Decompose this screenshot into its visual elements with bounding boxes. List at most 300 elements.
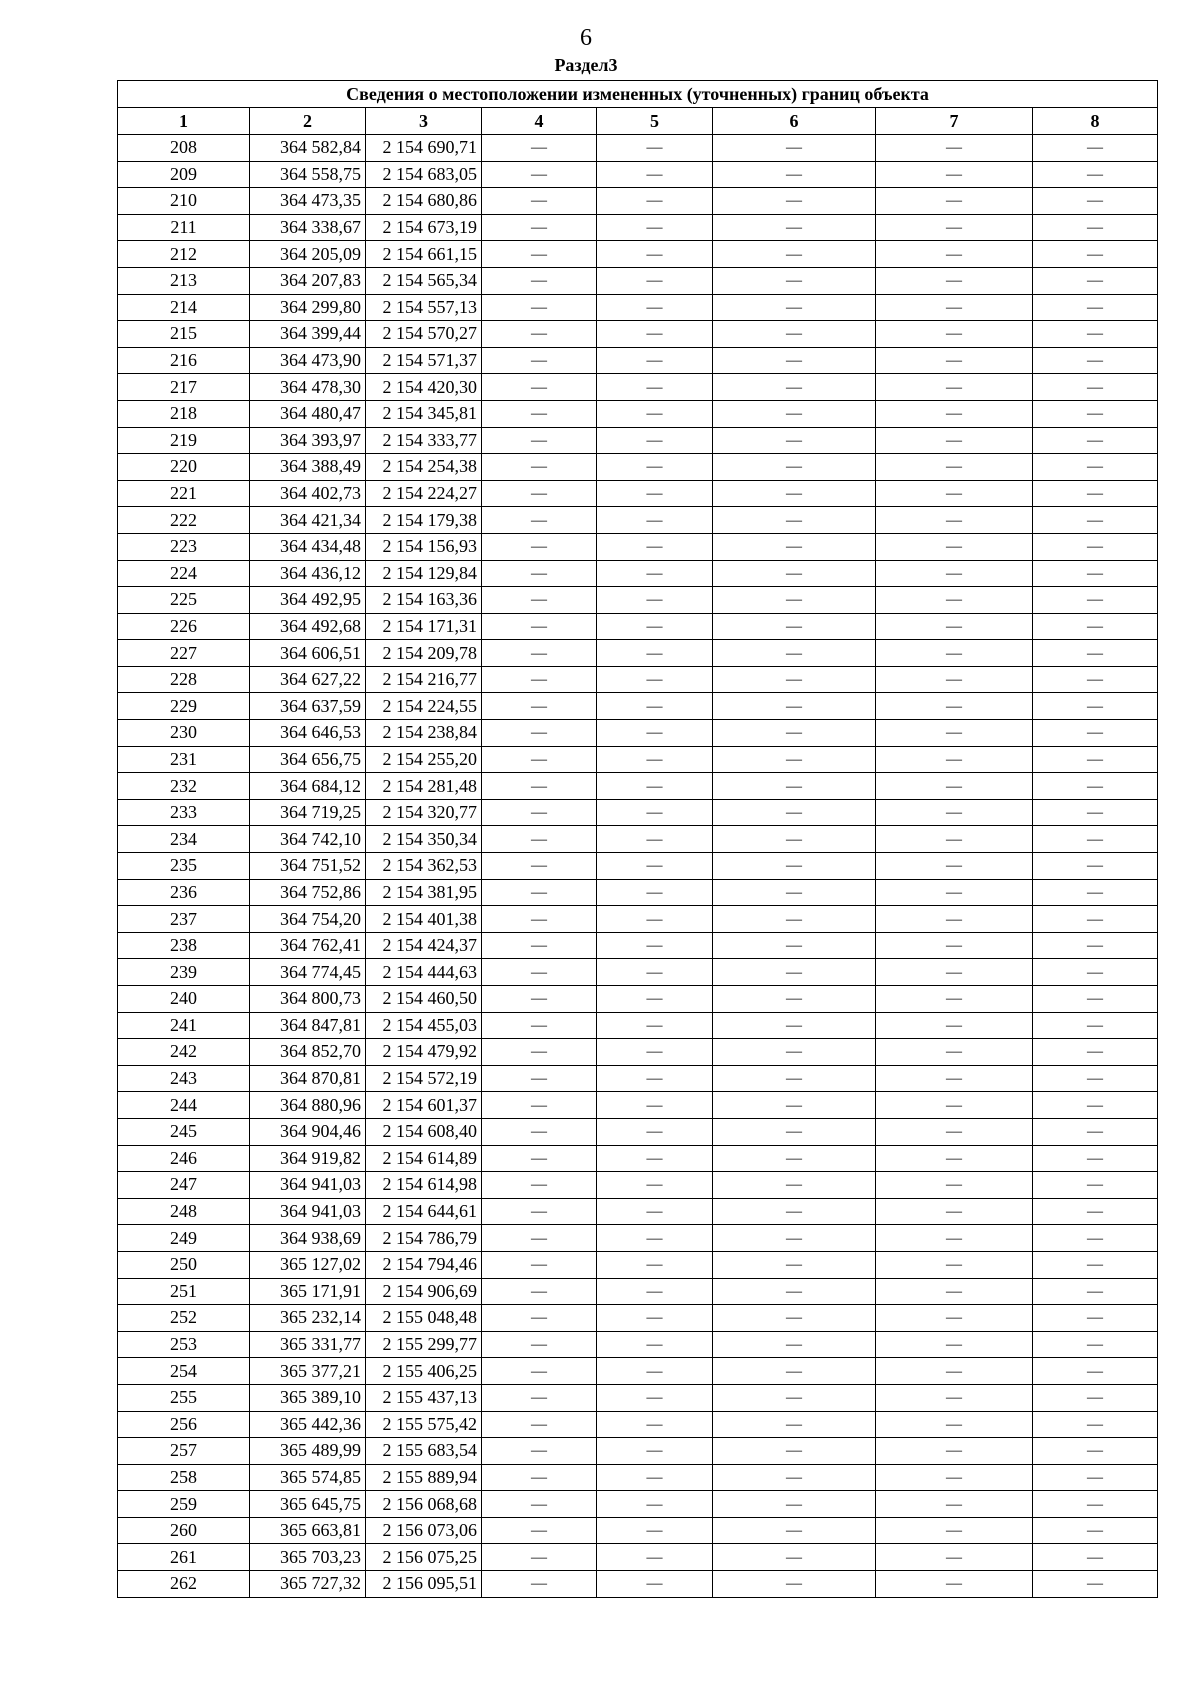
empty-mark-cell: — xyxy=(597,347,713,374)
y-coordinate-cell: 2 154 680,86 xyxy=(366,188,482,215)
x-coordinate-cell: 365 171,91 xyxy=(250,1278,366,1305)
empty-mark-cell: — xyxy=(597,1571,713,1598)
empty-mark-cell: — xyxy=(482,1012,597,1039)
empty-mark-cell: — xyxy=(1033,135,1158,162)
empty-mark-cell: — xyxy=(482,1411,597,1438)
y-coordinate-cell: 2 154 557,13 xyxy=(366,294,482,321)
x-coordinate-cell: 365 489,99 xyxy=(250,1438,366,1465)
x-coordinate-cell: 365 442,36 xyxy=(250,1411,366,1438)
empty-mark-cell: — xyxy=(482,666,597,693)
empty-mark-cell: — xyxy=(482,826,597,853)
empty-mark-cell: — xyxy=(713,1571,876,1598)
empty-mark-cell: — xyxy=(713,1491,876,1518)
empty-mark-cell: — xyxy=(713,1438,876,1465)
empty-mark-cell: — xyxy=(482,1251,597,1278)
empty-mark-cell: — xyxy=(876,480,1033,507)
y-coordinate-cell: 2 156 095,51 xyxy=(366,1571,482,1598)
x-coordinate-cell: 364 480,47 xyxy=(250,400,366,427)
table-row xyxy=(118,1251,1158,1278)
table-row xyxy=(118,1438,1158,1465)
empty-mark-cell: — xyxy=(713,587,876,614)
empty-mark-cell: — xyxy=(597,1305,713,1332)
empty-mark-cell: — xyxy=(876,1198,1033,1225)
empty-mark-cell: — xyxy=(713,267,876,294)
point-number-cell: 222 xyxy=(118,507,250,534)
empty-mark-cell: — xyxy=(713,533,876,560)
empty-mark-cell: — xyxy=(876,773,1033,800)
empty-mark-cell: — xyxy=(876,1464,1033,1491)
empty-mark-cell: — xyxy=(713,1278,876,1305)
empty-mark-cell: — xyxy=(597,932,713,959)
empty-mark-cell: — xyxy=(1033,587,1158,614)
x-coordinate-cell: 364 434,48 xyxy=(250,533,366,560)
empty-mark-cell: — xyxy=(597,241,713,268)
empty-mark-cell: — xyxy=(482,799,597,826)
empty-mark-cell: — xyxy=(713,400,876,427)
empty-mark-cell: — xyxy=(597,587,713,614)
y-coordinate-cell: 2 154 444,63 xyxy=(366,959,482,986)
empty-mark-cell: — xyxy=(597,161,713,188)
table-row xyxy=(118,1544,1158,1571)
boundary-coordinates-table xyxy=(117,80,1158,1598)
point-number-cell: 225 xyxy=(118,587,250,614)
x-coordinate-cell: 364 205,09 xyxy=(250,241,366,268)
table-row xyxy=(118,507,1158,534)
y-coordinate-cell: 2 154 571,37 xyxy=(366,347,482,374)
empty-mark-cell: — xyxy=(482,932,597,959)
y-coordinate-cell: 2 155 683,54 xyxy=(366,1438,482,1465)
point-number-cell: 211 xyxy=(118,214,250,241)
empty-mark-cell: — xyxy=(876,693,1033,720)
empty-mark-cell: — xyxy=(482,773,597,800)
empty-mark-cell: — xyxy=(597,826,713,853)
empty-mark-cell: — xyxy=(1033,640,1158,667)
empty-mark-cell: — xyxy=(482,746,597,773)
y-coordinate-cell: 2 154 209,78 xyxy=(366,640,482,667)
point-number-cell: 218 xyxy=(118,400,250,427)
point-number-cell: 219 xyxy=(118,427,250,454)
table-row xyxy=(118,1464,1158,1491)
empty-mark-cell: — xyxy=(713,959,876,986)
empty-mark-cell: — xyxy=(876,188,1033,215)
empty-mark-cell: — xyxy=(482,1305,597,1332)
empty-mark-cell: — xyxy=(713,1198,876,1225)
table-row xyxy=(118,1198,1158,1225)
point-number-cell: 228 xyxy=(118,666,250,693)
table-row xyxy=(118,135,1158,162)
empty-mark-cell: — xyxy=(876,1118,1033,1145)
y-coordinate-cell: 2 156 073,06 xyxy=(366,1517,482,1544)
empty-mark-cell: — xyxy=(597,533,713,560)
point-number-cell: 213 xyxy=(118,267,250,294)
empty-mark-cell: — xyxy=(876,267,1033,294)
column-number: 4 xyxy=(482,108,597,135)
empty-mark-cell: — xyxy=(713,906,876,933)
empty-mark-cell: — xyxy=(876,587,1033,614)
x-coordinate-cell: 364 393,97 xyxy=(250,427,366,454)
y-coordinate-cell: 2 154 238,84 xyxy=(366,720,482,747)
y-coordinate-cell: 2 154 455,03 xyxy=(366,1012,482,1039)
empty-mark-cell: — xyxy=(876,1172,1033,1199)
table-row xyxy=(118,720,1158,747)
x-coordinate-cell: 364 880,96 xyxy=(250,1092,366,1119)
empty-mark-cell: — xyxy=(597,1491,713,1518)
column-number: 8 xyxy=(1033,108,1158,135)
x-coordinate-cell: 364 847,81 xyxy=(250,1012,366,1039)
table-row xyxy=(118,879,1158,906)
empty-mark-cell: — xyxy=(876,560,1033,587)
empty-mark-cell: — xyxy=(1033,746,1158,773)
table-row xyxy=(118,587,1158,614)
table-row xyxy=(118,1491,1158,1518)
empty-mark-cell: — xyxy=(713,135,876,162)
point-number-cell: 255 xyxy=(118,1384,250,1411)
empty-mark-cell: — xyxy=(713,799,876,826)
y-coordinate-cell: 2 154 381,95 xyxy=(366,879,482,906)
y-coordinate-cell: 2 154 661,15 xyxy=(366,241,482,268)
empty-mark-cell: — xyxy=(1033,1118,1158,1145)
x-coordinate-cell: 364 941,03 xyxy=(250,1172,366,1199)
empty-mark-cell: — xyxy=(597,1012,713,1039)
empty-mark-cell: — xyxy=(713,161,876,188)
empty-mark-cell: — xyxy=(1033,1331,1158,1358)
empty-mark-cell: — xyxy=(876,347,1033,374)
empty-mark-cell: — xyxy=(713,666,876,693)
y-coordinate-cell: 2 154 345,81 xyxy=(366,400,482,427)
table-row xyxy=(118,480,1158,507)
empty-mark-cell: — xyxy=(597,720,713,747)
table-row xyxy=(118,826,1158,853)
point-number-cell: 256 xyxy=(118,1411,250,1438)
y-coordinate-cell: 2 154 906,69 xyxy=(366,1278,482,1305)
y-coordinate-cell: 2 154 601,37 xyxy=(366,1092,482,1119)
point-number-cell: 216 xyxy=(118,347,250,374)
empty-mark-cell: — xyxy=(1033,1172,1158,1199)
table-row xyxy=(118,613,1158,640)
x-coordinate-cell: 365 377,21 xyxy=(250,1358,366,1385)
x-coordinate-cell: 364 388,49 xyxy=(250,454,366,481)
point-number-cell: 217 xyxy=(118,374,250,401)
table-row xyxy=(118,1305,1158,1332)
empty-mark-cell: — xyxy=(876,533,1033,560)
y-coordinate-cell: 2 154 401,38 xyxy=(366,906,482,933)
point-number-cell: 243 xyxy=(118,1065,250,1092)
x-coordinate-cell: 364 684,12 xyxy=(250,773,366,800)
table-row xyxy=(118,1118,1158,1145)
empty-mark-cell: — xyxy=(876,746,1033,773)
empty-mark-cell: — xyxy=(713,188,876,215)
column-number: 6 xyxy=(713,108,876,135)
point-number-cell: 250 xyxy=(118,1251,250,1278)
y-coordinate-cell: 2 156 068,68 xyxy=(366,1491,482,1518)
empty-mark-cell: — xyxy=(876,374,1033,401)
empty-mark-cell: — xyxy=(1033,693,1158,720)
empty-mark-cell: — xyxy=(597,906,713,933)
y-coordinate-cell: 2 154 565,34 xyxy=(366,267,482,294)
y-coordinate-cell: 2 154 216,77 xyxy=(366,666,482,693)
empty-mark-cell: — xyxy=(597,294,713,321)
empty-mark-cell: — xyxy=(1033,1517,1158,1544)
empty-mark-cell: — xyxy=(482,613,597,640)
empty-mark-cell: — xyxy=(876,1571,1033,1598)
x-coordinate-cell: 364 852,70 xyxy=(250,1039,366,1066)
x-coordinate-cell: 364 637,59 xyxy=(250,693,366,720)
table-row xyxy=(118,1012,1158,1039)
empty-mark-cell: — xyxy=(482,533,597,560)
empty-mark-cell: — xyxy=(1033,214,1158,241)
x-coordinate-cell: 364 558,75 xyxy=(250,161,366,188)
empty-mark-cell: — xyxy=(482,1358,597,1385)
y-coordinate-cell: 2 154 614,89 xyxy=(366,1145,482,1172)
empty-mark-cell: — xyxy=(1033,1571,1158,1598)
y-coordinate-cell: 2 154 281,48 xyxy=(366,773,482,800)
empty-mark-cell: — xyxy=(597,214,713,241)
empty-mark-cell: — xyxy=(713,321,876,348)
empty-mark-cell: — xyxy=(597,613,713,640)
x-coordinate-cell: 364 941,03 xyxy=(250,1198,366,1225)
point-number-cell: 261 xyxy=(118,1544,250,1571)
y-coordinate-cell: 2 154 350,34 xyxy=(366,826,482,853)
point-number-cell: 241 xyxy=(118,1012,250,1039)
empty-mark-cell: — xyxy=(597,1172,713,1199)
empty-mark-cell: — xyxy=(482,720,597,747)
x-coordinate-cell: 364 421,34 xyxy=(250,507,366,534)
empty-mark-cell: — xyxy=(1033,1065,1158,1092)
column-number: 1 xyxy=(118,108,250,135)
empty-mark-cell: — xyxy=(597,560,713,587)
point-number-cell: 240 xyxy=(118,986,250,1013)
empty-mark-cell: — xyxy=(482,1172,597,1199)
empty-mark-cell: — xyxy=(876,1278,1033,1305)
x-coordinate-cell: 364 870,81 xyxy=(250,1065,366,1092)
empty-mark-cell: — xyxy=(713,427,876,454)
empty-mark-cell: — xyxy=(1033,427,1158,454)
empty-mark-cell: — xyxy=(482,1039,597,1066)
empty-mark-cell: — xyxy=(713,1517,876,1544)
empty-mark-cell: — xyxy=(876,640,1033,667)
empty-mark-cell: — xyxy=(713,507,876,534)
empty-mark-cell: — xyxy=(482,587,597,614)
x-coordinate-cell: 364 646,53 xyxy=(250,720,366,747)
empty-mark-cell: — xyxy=(713,1145,876,1172)
empty-mark-cell: — xyxy=(1033,1544,1158,1571)
y-coordinate-cell: 2 154 420,30 xyxy=(366,374,482,401)
empty-mark-cell: — xyxy=(482,400,597,427)
table-row xyxy=(118,1358,1158,1385)
empty-mark-cell: — xyxy=(482,321,597,348)
y-coordinate-cell: 2 154 129,84 xyxy=(366,560,482,587)
table-row xyxy=(118,1517,1158,1544)
empty-mark-cell: — xyxy=(482,1517,597,1544)
x-coordinate-cell: 365 389,10 xyxy=(250,1384,366,1411)
y-coordinate-cell: 2 154 424,37 xyxy=(366,932,482,959)
section-title: Раздел3 xyxy=(554,55,618,75)
empty-mark-cell: — xyxy=(1033,347,1158,374)
point-number-cell: 258 xyxy=(118,1464,250,1491)
point-number-cell: 237 xyxy=(118,906,250,933)
empty-mark-cell: — xyxy=(482,879,597,906)
empty-mark-cell: — xyxy=(876,1251,1033,1278)
empty-mark-cell: — xyxy=(1033,321,1158,348)
empty-mark-cell: — xyxy=(482,1438,597,1465)
x-coordinate-cell: 364 492,95 xyxy=(250,587,366,614)
empty-mark-cell: — xyxy=(482,374,597,401)
empty-mark-cell: — xyxy=(597,1278,713,1305)
empty-mark-cell: — xyxy=(1033,853,1158,880)
empty-mark-cell: — xyxy=(1033,241,1158,268)
empty-mark-cell: — xyxy=(713,214,876,241)
empty-mark-cell: — xyxy=(482,693,597,720)
empty-mark-cell: — xyxy=(482,161,597,188)
y-coordinate-cell: 2 154 608,40 xyxy=(366,1118,482,1145)
point-number-cell: 212 xyxy=(118,241,250,268)
point-number-cell: 252 xyxy=(118,1305,250,1332)
x-coordinate-cell: 364 938,69 xyxy=(250,1225,366,1252)
empty-mark-cell: — xyxy=(1033,374,1158,401)
y-coordinate-cell: 2 155 048,48 xyxy=(366,1305,482,1332)
table-row xyxy=(118,1384,1158,1411)
empty-mark-cell: — xyxy=(482,1544,597,1571)
empty-mark-cell: — xyxy=(876,932,1033,959)
empty-mark-cell: — xyxy=(876,135,1033,162)
table-row xyxy=(118,1278,1158,1305)
empty-mark-cell: — xyxy=(713,1251,876,1278)
empty-mark-cell: — xyxy=(1033,932,1158,959)
x-coordinate-cell: 364 762,41 xyxy=(250,932,366,959)
empty-mark-cell: — xyxy=(597,1251,713,1278)
x-coordinate-cell: 365 574,85 xyxy=(250,1464,366,1491)
point-number-cell: 257 xyxy=(118,1438,250,1465)
point-number-cell: 245 xyxy=(118,1118,250,1145)
x-coordinate-cell: 364 582,84 xyxy=(250,135,366,162)
empty-mark-cell: — xyxy=(1033,959,1158,986)
table-row xyxy=(118,1331,1158,1358)
empty-mark-cell: — xyxy=(597,799,713,826)
point-number-cell: 234 xyxy=(118,826,250,853)
empty-mark-cell: — xyxy=(1033,1039,1158,1066)
empty-mark-cell: — xyxy=(876,906,1033,933)
empty-mark-cell: — xyxy=(597,1118,713,1145)
point-number-cell: 239 xyxy=(118,959,250,986)
empty-mark-cell: — xyxy=(482,1331,597,1358)
y-coordinate-cell: 2 154 572,19 xyxy=(366,1065,482,1092)
y-coordinate-cell: 2 154 570,27 xyxy=(366,321,482,348)
empty-mark-cell: — xyxy=(876,826,1033,853)
empty-mark-cell: — xyxy=(1033,1411,1158,1438)
point-number-cell: 253 xyxy=(118,1331,250,1358)
empty-mark-cell: — xyxy=(713,932,876,959)
point-number-cell: 262 xyxy=(118,1571,250,1598)
empty-mark-cell: — xyxy=(713,560,876,587)
empty-mark-cell: — xyxy=(876,454,1033,481)
table-row xyxy=(118,1092,1158,1119)
empty-mark-cell: — xyxy=(1033,1145,1158,1172)
empty-mark-cell: — xyxy=(876,161,1033,188)
x-coordinate-cell: 365 645,75 xyxy=(250,1491,366,1518)
empty-mark-cell: — xyxy=(597,666,713,693)
empty-mark-cell: — xyxy=(876,321,1033,348)
point-number-cell: 251 xyxy=(118,1278,250,1305)
table-row xyxy=(118,1411,1158,1438)
empty-mark-cell: — xyxy=(482,294,597,321)
y-coordinate-cell: 2 154 179,38 xyxy=(366,507,482,534)
empty-mark-cell: — xyxy=(482,507,597,534)
x-coordinate-cell: 364 742,10 xyxy=(250,826,366,853)
empty-mark-cell: — xyxy=(876,1305,1033,1332)
table-row xyxy=(118,1039,1158,1066)
x-coordinate-cell: 364 656,75 xyxy=(250,746,366,773)
table-row xyxy=(118,1571,1158,1598)
y-coordinate-cell: 2 155 575,42 xyxy=(366,1411,482,1438)
empty-mark-cell: — xyxy=(482,214,597,241)
column-number: 2 xyxy=(250,108,366,135)
x-coordinate-cell: 364 492,68 xyxy=(250,613,366,640)
empty-mark-cell: — xyxy=(482,1571,597,1598)
empty-mark-cell: — xyxy=(1033,1384,1158,1411)
point-number-cell: 220 xyxy=(118,454,250,481)
y-coordinate-cell: 2 154 683,05 xyxy=(366,161,482,188)
empty-mark-cell: — xyxy=(876,427,1033,454)
empty-mark-cell: — xyxy=(713,1172,876,1199)
point-number-cell: 233 xyxy=(118,799,250,826)
point-number-cell: 209 xyxy=(118,161,250,188)
empty-mark-cell: — xyxy=(876,1065,1033,1092)
empty-mark-cell: — xyxy=(597,1225,713,1252)
point-number-cell: 260 xyxy=(118,1517,250,1544)
empty-mark-cell: — xyxy=(597,986,713,1013)
point-number-cell: 248 xyxy=(118,1198,250,1225)
x-coordinate-cell: 364 402,73 xyxy=(250,480,366,507)
table-row xyxy=(118,294,1158,321)
empty-mark-cell: — xyxy=(1033,400,1158,427)
empty-mark-cell: — xyxy=(1033,454,1158,481)
point-number-cell: 259 xyxy=(118,1491,250,1518)
empty-mark-cell: — xyxy=(876,1331,1033,1358)
y-coordinate-cell: 2 154 254,38 xyxy=(366,454,482,481)
empty-mark-cell: — xyxy=(876,613,1033,640)
point-number-cell: 238 xyxy=(118,932,250,959)
column-number: 7 xyxy=(876,108,1033,135)
empty-mark-cell: — xyxy=(482,560,597,587)
x-coordinate-cell: 364 774,45 xyxy=(250,959,366,986)
empty-mark-cell: — xyxy=(713,241,876,268)
empty-mark-cell: — xyxy=(482,1464,597,1491)
table-row xyxy=(118,214,1158,241)
y-coordinate-cell: 2 154 333,77 xyxy=(366,427,482,454)
empty-mark-cell: — xyxy=(597,1517,713,1544)
empty-mark-cell: — xyxy=(482,1384,597,1411)
empty-mark-cell: — xyxy=(1033,1251,1158,1278)
empty-mark-cell: — xyxy=(597,746,713,773)
y-coordinate-cell: 2 154 163,36 xyxy=(366,587,482,614)
x-coordinate-cell: 365 727,32 xyxy=(250,1571,366,1598)
empty-mark-cell: — xyxy=(713,1118,876,1145)
point-number-cell: 227 xyxy=(118,640,250,667)
y-coordinate-cell: 2 154 362,53 xyxy=(366,853,482,880)
empty-mark-cell: — xyxy=(1033,613,1158,640)
empty-mark-cell: — xyxy=(876,799,1033,826)
empty-mark-cell: — xyxy=(1033,666,1158,693)
empty-mark-cell: — xyxy=(1033,294,1158,321)
empty-mark-cell: — xyxy=(1033,507,1158,534)
empty-mark-cell: — xyxy=(1033,1225,1158,1252)
point-number-cell: 249 xyxy=(118,1225,250,1252)
empty-mark-cell: — xyxy=(1033,1491,1158,1518)
empty-mark-cell: — xyxy=(597,1464,713,1491)
y-coordinate-cell: 2 155 299,77 xyxy=(366,1331,482,1358)
table-row xyxy=(118,1172,1158,1199)
table-row xyxy=(118,986,1158,1013)
